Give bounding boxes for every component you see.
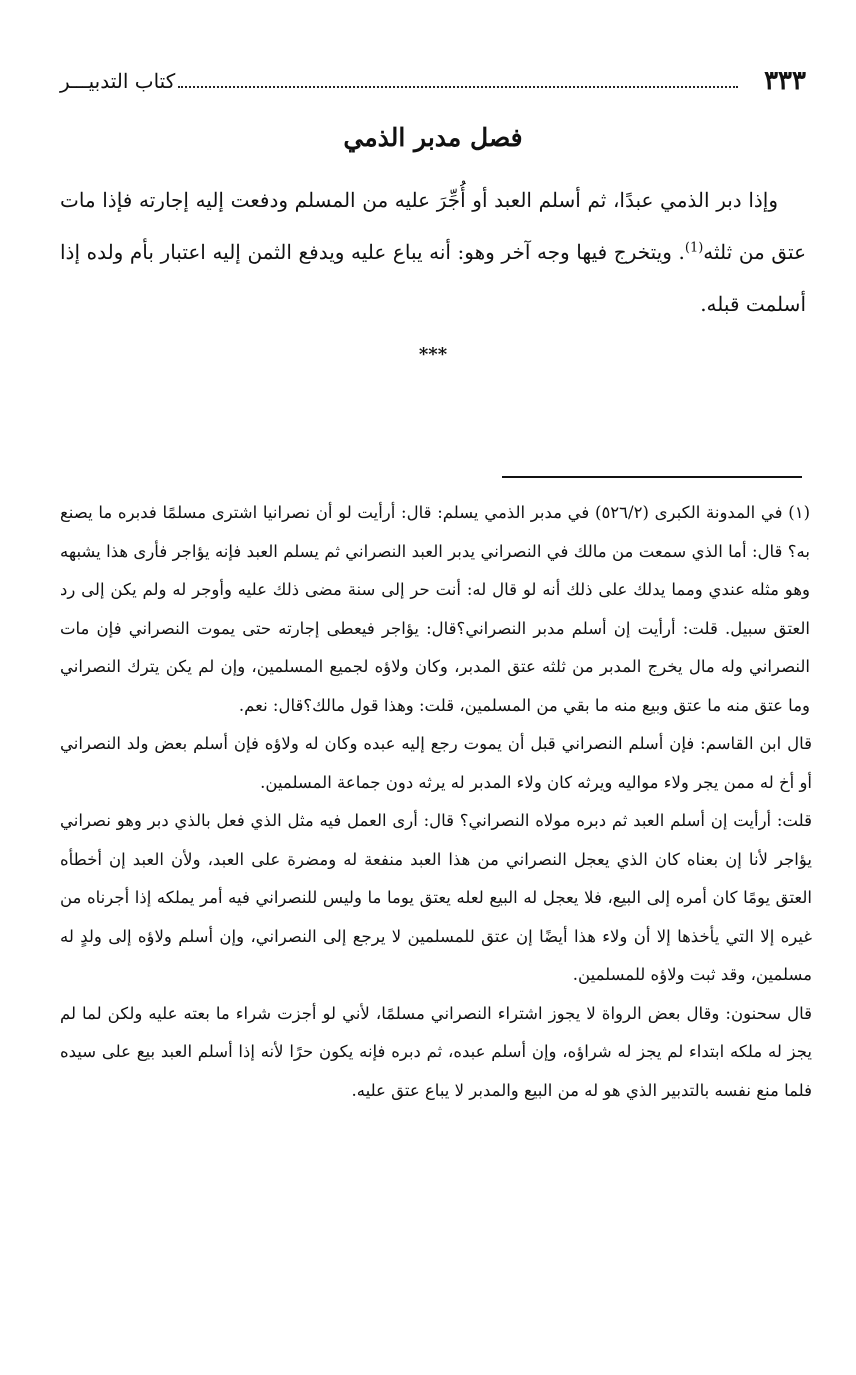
section-title: فصل مدبر الذمي [343,123,523,152]
footnote-reference[interactable]: (1) [684,240,704,256]
page-number: ٣٣٣ [764,66,806,96]
main-text [60,174,806,330]
main-text-part-2: . ويتخرج فيها وجه آخر وهو: أنه يباع عليه ويدفع الثمن إليه اعتبار بأم ولده إذا أسلمت قبله. [60,240,806,316]
section-separator: *** [418,344,448,365]
footnote-paragraph: قلت: أرأيت إن أسلم العبد ثم دبره مولاه النصراني؟ قال: أرى العمل فيه مثل الذي فعل بالذي دبر وهو نصراني يؤاجر لأنا إن بعناه كان الذي يعجل النصراني من هذا العبد منفعة له ومضرة على العبد، ولأن العبد إن أخطأه العتق يومًا كان أمره إلى البيع، فلا يعجل له البيع لعله يعتق يوما ما وليس للنصراني فيه أمر يملكه إذا أجرناه من غيره إلا التي يأخذها إلا أن ولاء هذا أيضًا إن عتق للمسلمين لا يرجع إلى النصراني، وإن أسلم ولاؤه إلى ولدٍ له مسلمين، وقد ثبت ولاؤه للمسلمين. [60,811,812,984]
footnote-paragraph: قال ابن القاسم: فإن أسلم النصراني قبل أن يموت رجع إليه عبده وكان له ولاؤه فإن أسلم بعض ولد النصراني أو أخ له ممن يجر ولاء مواليه ويرثه كان ولاء المدبر له يرثه دون جماعة المسلمين. [60,734,812,792]
footnote-paragraph: قال سحنون: وقال بعض الرواة لا يجوز اشتراء النصراني مسلمًا، لأني لو أجزت شراء ما بعته عليه ولكن لما لم يجز له ملكه ابتداء لم يجز له شراؤه، وإن أسلم عبده، ثم دبره فإنه يكون حرًا لأنه إذا أسلم العبد بيع على سيده فلما منع نفسه بالتدبير الذي هو له من البيع والمدبر لا يباع عتق عليه. [60,1003,812,1100]
dotted-leader [178,86,738,88]
footnote-paragraph: (١) في المدونة الكبرى (٥٢٦/٢) في مدبر الذمي يسلم: قال: أرأيت لو أن نصرانيا اشترى مسلمًا فدبره ما يصنع به؟ قال: أما الذي سمعت من مالك في النصراني يدبر العبد النصراني ثم يسلم العبد فإنه يؤاجر فأرى هذا يشبهه وهو مثله عندي ومما يدلك على ذلك أنه لو قال له: أنت حر إلى سنة مضى ذلك عليه وأوجر له ولم يكن إلى رد العتق سبيل. قلت: أرأيت إن أسلم مدبر النصراني؟قال: يؤاجر فيعطى إجارته حتى يموت النصراني فإن مات النصراني وله مال يخرج المدبر من ثلثه عتق المدبر، وكان ولاؤه لجميع المسلمين، وإن لم يكن يترك النصراني وما عتق منه ما عتق وبيع منه ما بقي من المسلمين، قلت: وهذا قول مالك؟قال: نعم. [60,503,811,715]
main-paragraph [60,174,806,330]
footnote-divider [502,476,802,478]
footnotes [60,494,812,1110]
main-text-part-1: وإذا دبر الذمي عبدًا، ثم أسلم العبد أو أُجِّرَ عليه من المسلم ودفعت إليه إجارته فإذا مات عتق من ثلثه [60,188,807,264]
running-title: كتاب التدبيـــر [60,69,176,93]
page-header [60,64,806,98]
